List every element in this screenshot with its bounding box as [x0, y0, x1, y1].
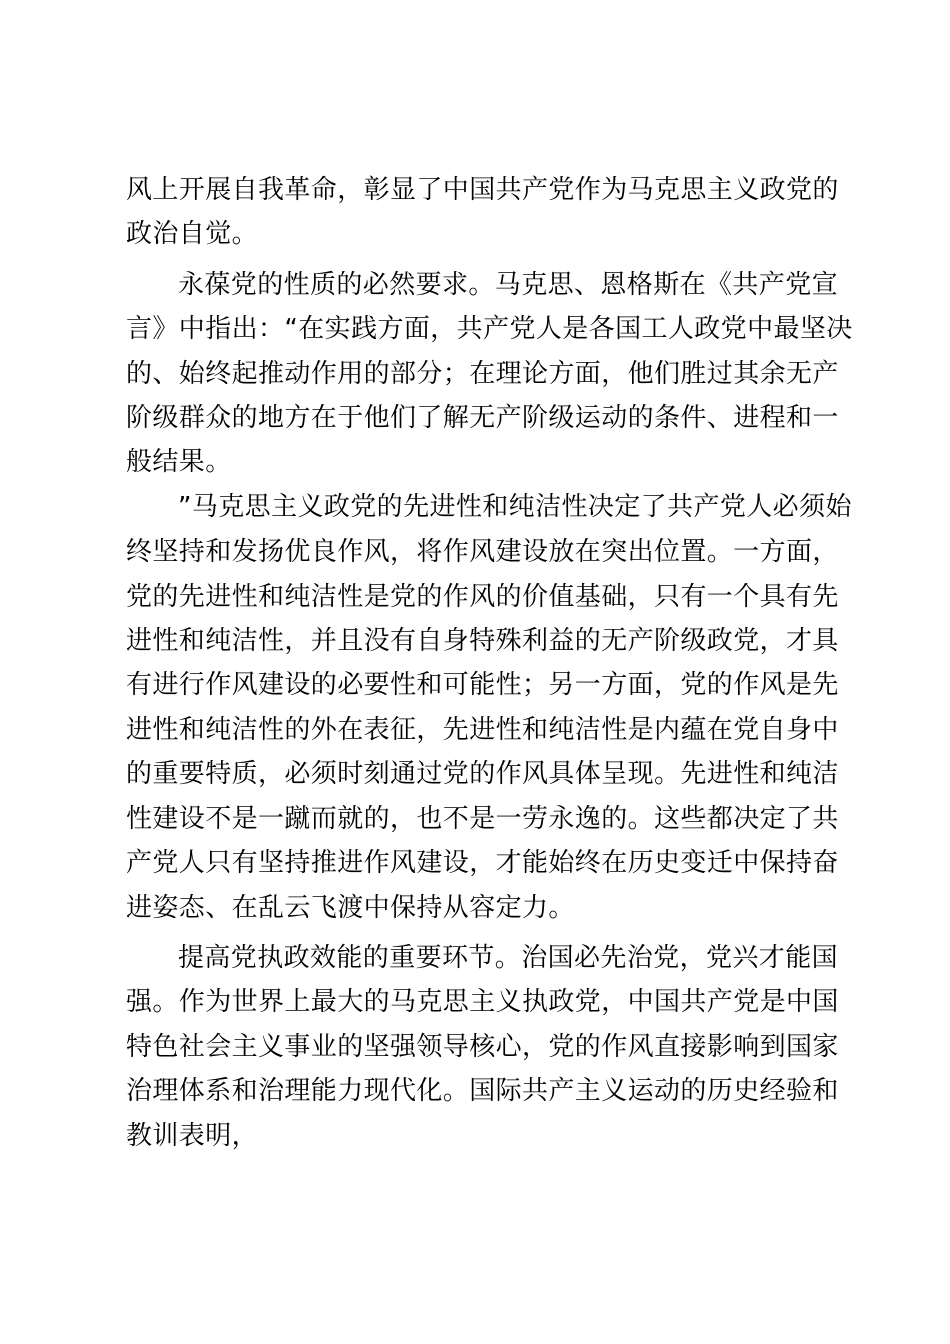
text-line: 风上开展自我革命，彰显了中国共产党作为马克思主义政党的: [126, 175, 839, 205]
text-line: 永葆党的性质的必然要求。马克思、恩格斯在《共产党宣: [178, 270, 839, 300]
text-line: 进性和纯洁性，并且没有自身特殊利益的无产阶级政党，才具: [126, 626, 839, 656]
text-line: 特色社会主义事业的坚强领导核心，党的作风直接影响到国家: [126, 1032, 839, 1062]
text-line: 的、始终起推动作用的部分；在理论方面，他们胜过其余无产: [126, 359, 839, 389]
text-line: 提高党执政效能的重要环节。治国必先治党，党兴才能国: [178, 943, 839, 973]
text-line: 政治自觉。: [126, 219, 259, 249]
text-line: 教训表明，: [126, 1121, 259, 1151]
text-line: ”马克思主义政党的先进性和纯洁性决定了共产党人必须始: [178, 492, 852, 522]
text-line: 强。作为世界上最大的马克思主义执政党，中国共产党是中国: [126, 987, 839, 1017]
text-line: 治理体系和治理能力现代化。国际共产主义运动的历史经验和: [126, 1076, 839, 1106]
text-line: 有进行作风建设的必要性和可能性；另一方面，党的作风是先: [126, 670, 839, 700]
text-line: 阶级群众的地方在于他们了解无产阶级运动的条件、进程和一: [126, 403, 839, 433]
text-line: 终坚持和发扬优良作风，将作风建设放在突出位置。一方面，: [126, 537, 839, 567]
text-line: 进姿态、在乱云飞渡中保持从容定力。: [126, 893, 575, 923]
text-line: 般结果。: [126, 447, 232, 477]
text-line: 进性和纯洁性的外在表征，先进性和纯洁性是内蕴在党自身中: [126, 715, 839, 745]
text-line: 党的先进性和纯洁性是党的作风的价值基础，只有一个具有先: [126, 582, 839, 612]
text-line: 的重要特质，必须时刻通过党的作风具体呈现。先进性和纯洁: [126, 759, 839, 789]
text-line: 性建设不是一蹴而就的，也不是一劳永逸的。这些都决定了共: [126, 804, 839, 834]
text-line: 产党人只有坚持推进作风建设，才能始终在历史变迁中保持奋: [126, 848, 839, 878]
text-line: 言》中指出：“在实践方面，共产党人是各国工人政党中最坚决: [126, 314, 853, 344]
